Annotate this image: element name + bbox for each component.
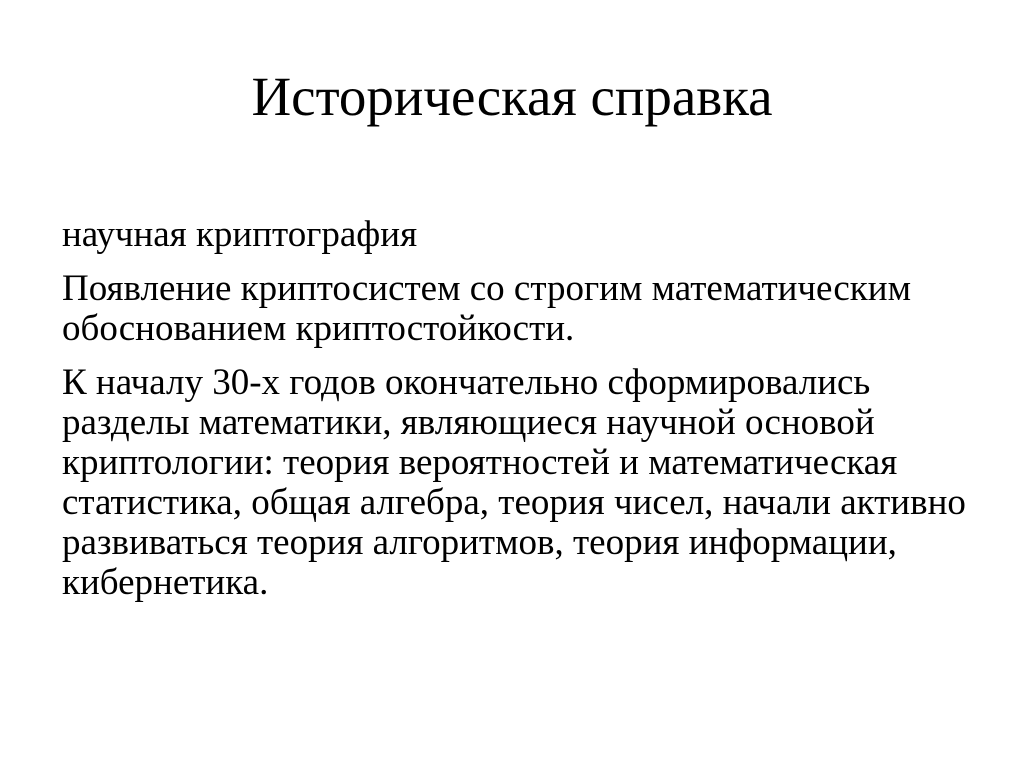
paragraph-cryptosystems: Появление криптосистем со строгим математическим обоснованием криптостойкости. [62,268,911,349]
paragraph-scientific-cryptography: научная криптография [62,214,418,255]
paragraph-math-foundations: К началу 30-х годов окончательно сформировались разделы математики, являющиеся научной основой криптологии: теория вероятностей и математическая статистика, общая алгебра, теория чисел, начали активно развиваться теория алгоритмов, теория информации, кибернетика. [62,362,966,603]
slide-title: Историческая справка [251,66,773,127]
slide-body [62,215,982,617]
